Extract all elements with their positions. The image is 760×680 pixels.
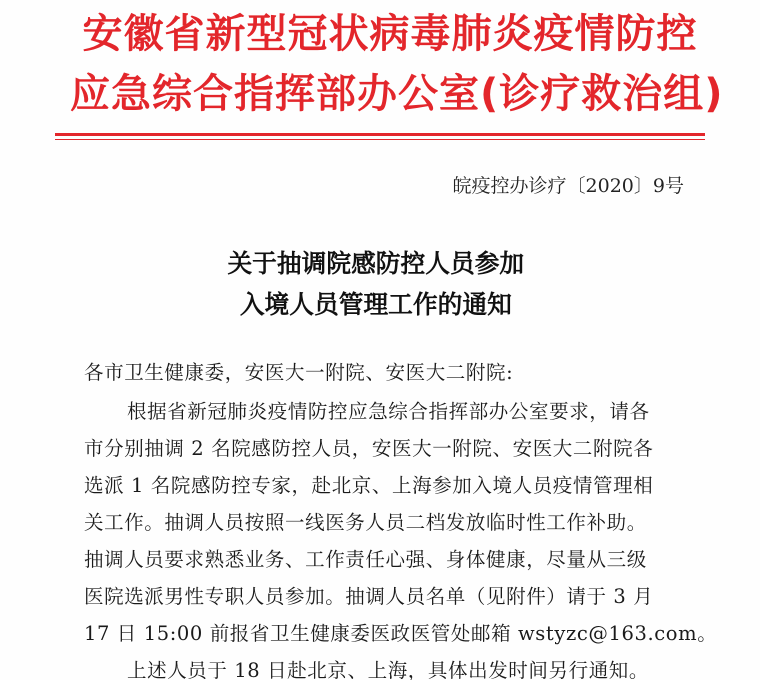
notice-title-line-1: 关于抽调院感防控人员参加 <box>227 249 525 278</box>
red-divider-thick <box>55 133 705 136</box>
paragraph-2-line: 上述人员于 18 日赴北京、上海，具体出发时间另行通知。 <box>127 659 650 680</box>
issuing-office-line-1: 安徽省新型冠状病毒肺炎疫情防控 <box>82 11 698 57</box>
paragraph-line: 17 日 15:00 前报省卫生健康委医政医管处邮箱 wstyzc@163.com。 <box>84 622 718 645</box>
paragraph-line: 选派 1 名院感防控专家，赴北京、上海参加入境人员疫情管理相 <box>84 474 654 497</box>
paragraph-line: 关工作。抽调人员按照一线医务人员二档发放临时性工作补助。 <box>84 511 647 534</box>
notice-title-line-2: 入境人员管理工作的通知 <box>239 290 512 319</box>
paragraph-line: 抽调人员要求熟悉业务、工作责任心强、身体健康，尽量从三级 <box>84 548 647 571</box>
paragraph-line: 市分别抽调 2 名院感防控人员，安医大一附院、安医大二附院各 <box>84 437 654 460</box>
red-divider-thin <box>55 139 705 140</box>
issuing-office-line-2: 应急综合指挥部办公室(诊疗救治组) <box>70 71 724 117</box>
salutation: 各市卫生健康委，安医大一附院、安医大二附院: <box>84 361 514 384</box>
paragraph-line: 根据省新冠肺炎疫情防控应急综合指挥部办公室要求，请各 <box>127 400 650 423</box>
document-number: 皖疫控办诊疗〔2020〕9号 <box>452 175 684 197</box>
paragraph-line: 医院选派男性专职人员参加。抽调人员名单（见附件）请于 3 月 <box>84 585 654 608</box>
